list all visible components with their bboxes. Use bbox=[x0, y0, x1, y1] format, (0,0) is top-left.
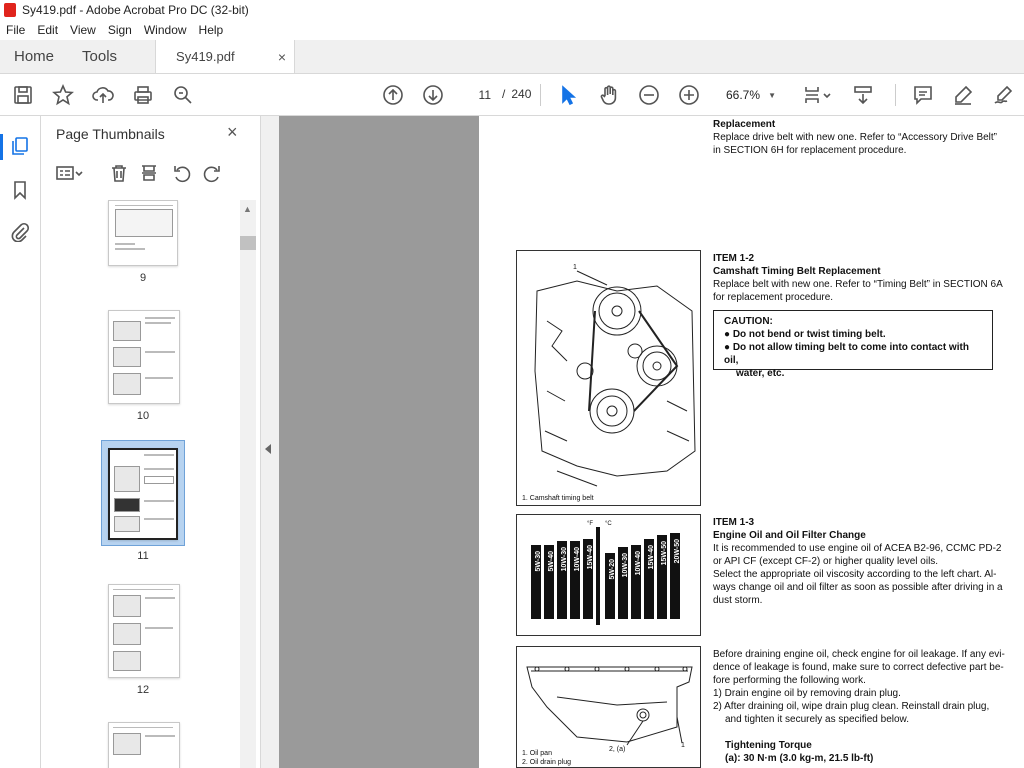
caution-box bbox=[713, 310, 993, 379]
oil-grade-label: 10W-30 bbox=[561, 547, 568, 572]
toolbar-divider bbox=[895, 84, 896, 106]
torque-value: (a): 30 N·m (3.0 kg-m, 21.5 lb-ft) bbox=[725, 753, 874, 764]
save-icon[interactable] bbox=[10, 82, 36, 108]
zoom-level-value: 66.7% bbox=[726, 88, 761, 102]
drain-l1: Before draining engine oil, check engine for oil leakage. If any evi- bbox=[713, 649, 1005, 660]
replacement-text-1: Replace drive belt with new one. Refer to “Accessory Drive Belt” bbox=[713, 132, 998, 143]
caution-title: CAUTION: bbox=[724, 316, 773, 327]
thumbnail-page-12[interactable] bbox=[108, 584, 180, 678]
drain-step-2: 2) After draining oil, wipe drain plug clean. Reinstall drain plug, bbox=[713, 701, 990, 712]
tab-close-icon[interactable]: × bbox=[277, 48, 287, 65]
zoom-out-icon[interactable] bbox=[636, 82, 662, 108]
panel-close-icon[interactable]: × bbox=[227, 122, 238, 142]
oil-grade-label: 15W-40 bbox=[648, 545, 655, 570]
thumbnail-label-12: 12 bbox=[136, 684, 150, 696]
print-icon[interactable] bbox=[130, 82, 156, 108]
replacement-heading: Replacement bbox=[713, 119, 776, 130]
thumbnail-label-9: 9 bbox=[139, 272, 147, 284]
oil-grade-label: 5W-40 bbox=[548, 551, 555, 572]
oil-grade-bar bbox=[570, 541, 580, 619]
chart-unit-f: °F bbox=[587, 521, 594, 527]
item-1-2-number: ITEM 1-2 bbox=[713, 253, 755, 264]
caution-item-2: ● Do not allow timing belt to come into contact with oil, bbox=[724, 342, 969, 366]
collapse-panel-icon[interactable] bbox=[265, 444, 271, 454]
thumbnail-page-9[interactable] bbox=[108, 200, 178, 266]
drain-step-2-cont: and tighten it securely as specified below. bbox=[725, 714, 909, 725]
left-navigation-rail bbox=[0, 116, 41, 768]
chart-unit-c: °C bbox=[605, 521, 612, 527]
item-1-2-line2: for replacement procedure. bbox=[713, 292, 834, 303]
oil-grade-label: 10W-40 bbox=[635, 551, 642, 576]
scrolling-mode-icon[interactable] bbox=[850, 82, 876, 108]
scrollbar-thumb[interactable] bbox=[240, 236, 256, 250]
sign-icon[interactable] bbox=[990, 82, 1016, 108]
oil-grade-label: 10W-40 bbox=[574, 547, 581, 572]
item-1-2-title: Camshaft Timing Belt Replacement bbox=[713, 266, 881, 277]
oil-grade-bar bbox=[631, 545, 641, 619]
menu-bar bbox=[0, 20, 1024, 40]
thumbnail-page-10[interactable] bbox=[108, 310, 180, 404]
menu-file[interactable]: File bbox=[6, 23, 26, 37]
menu-view[interactable]: View bbox=[70, 23, 96, 37]
oil-grade-bar bbox=[531, 545, 541, 619]
tab-document-label: Sy419.pdf bbox=[176, 49, 235, 64]
menu-window[interactable]: Window bbox=[143, 23, 187, 37]
caption-drain-plug: 2. Oil drain plug bbox=[522, 759, 572, 766]
oil-grade-bar bbox=[644, 539, 654, 619]
thumbnail-label-10: 10 bbox=[136, 410, 150, 422]
acrobat-logo-icon bbox=[4, 3, 16, 17]
oil-grade-bar bbox=[605, 553, 615, 619]
item-1-3-l5: dust storm. bbox=[713, 595, 763, 606]
zoom-level-dropdown[interactable] bbox=[716, 84, 780, 106]
thumbnail-scrollbar[interactable] bbox=[240, 200, 256, 768]
thumbnail-page-11[interactable] bbox=[108, 448, 178, 540]
tab-document[interactable] bbox=[155, 40, 295, 73]
drain-l2: dence of leakage is found, make sure to correct defective part be- bbox=[713, 662, 1004, 673]
star-bookmark-icon[interactable] bbox=[50, 82, 76, 108]
document-viewer[interactable] bbox=[279, 116, 1024, 768]
tab-home[interactable]: Home bbox=[14, 48, 55, 65]
panel-title: Page Thumbnails bbox=[56, 126, 165, 142]
item-1-2-line1: Replace belt with new one. Refer to “Timing Belt” in SECTION 6A bbox=[713, 279, 1003, 290]
previous-page-icon[interactable] bbox=[380, 82, 406, 108]
oil-pan-figure bbox=[516, 646, 701, 768]
oil-grade-label: 15W-50 bbox=[661, 541, 668, 566]
item-1-3-number: ITEM 1-3 bbox=[713, 517, 755, 528]
extract-page-icon[interactable] bbox=[138, 162, 160, 184]
thermometer-scale bbox=[596, 527, 600, 625]
thumbnail-page-13[interactable] bbox=[108, 722, 180, 768]
main-toolbar bbox=[0, 74, 1024, 116]
item-1-3-l1: It is recommended to use engine oil of ACEA B2-96, CCMC PD-2 bbox=[713, 543, 1002, 554]
page-total: 240 bbox=[511, 87, 532, 101]
item-1-3-l4: ways change oil and oil filter as soon as possible after driving in a bbox=[713, 582, 1003, 593]
oil-grade-bar bbox=[670, 533, 680, 619]
oil-grade-label: 5W-20 bbox=[609, 559, 616, 580]
bookmarks-icon[interactable] bbox=[8, 178, 32, 202]
oil-grade-label: 20W-50 bbox=[674, 539, 681, 564]
page-number-input[interactable]: 11 bbox=[478, 88, 491, 102]
cloud-upload-icon[interactable] bbox=[90, 82, 116, 108]
menu-sign[interactable]: Sign bbox=[107, 23, 132, 37]
delete-page-icon[interactable] bbox=[108, 162, 130, 184]
comment-icon[interactable] bbox=[910, 82, 936, 108]
replacement-text-2: in SECTION 6H for replacement procedure. bbox=[713, 145, 907, 156]
thumbnail-options-icon[interactable] bbox=[53, 162, 87, 184]
next-page-icon[interactable] bbox=[420, 82, 446, 108]
oil-grade-label: 5W-30 bbox=[535, 551, 542, 572]
panel-collapse-strip[interactable] bbox=[261, 116, 279, 768]
title-bar bbox=[0, 0, 1024, 20]
window-title: Sy419.pdf - Adobe Acrobat Pro DC (32-bit) bbox=[22, 3, 249, 17]
oil-grade-label: 10W-30 bbox=[622, 553, 629, 578]
torque-title: Tightening Torque bbox=[725, 740, 812, 751]
oil-grade-label: 15W-40 bbox=[587, 545, 594, 570]
select-cursor-icon[interactable] bbox=[555, 82, 581, 108]
oil-grade-bar bbox=[557, 541, 567, 619]
item-1-3-l3: Select the appropriate oil viscosity according to the left chart. Al- bbox=[713, 569, 997, 580]
thumbnail-list[interactable] bbox=[41, 200, 241, 768]
zoom-in-icon[interactable] bbox=[676, 82, 702, 108]
oil-grade-bar bbox=[544, 545, 554, 619]
attachments-icon[interactable] bbox=[8, 220, 32, 244]
page-separator: / bbox=[502, 87, 506, 101]
caution-item-1: ● Do not bend or twist timing belt. bbox=[724, 329, 886, 340]
oil-viscosity-chart bbox=[516, 514, 701, 636]
oil-grade-bar bbox=[618, 547, 628, 619]
oil-grade-bar bbox=[657, 535, 667, 619]
timing-belt-figure bbox=[516, 250, 701, 506]
rotate-right-icon[interactable] bbox=[201, 162, 223, 184]
menu-help[interactable]: Help bbox=[198, 23, 224, 37]
hand-tool-icon[interactable] bbox=[596, 82, 622, 108]
menu-edit[interactable]: Edit bbox=[37, 23, 59, 37]
thumbnail-tools bbox=[53, 162, 253, 186]
tab-tools[interactable]: Tools bbox=[82, 48, 118, 65]
callout-oil-pan: 1 bbox=[681, 742, 685, 749]
highlight-pen-icon[interactable] bbox=[950, 82, 976, 108]
oil-grade-bar bbox=[583, 539, 593, 619]
tab-bar bbox=[0, 40, 1024, 74]
caption-oil-pan: 1. Oil pan bbox=[522, 750, 552, 757]
page-thumbnails-panel bbox=[41, 116, 261, 768]
page-display-icon[interactable] bbox=[800, 82, 834, 108]
thumbnail-label-11: 11 bbox=[137, 550, 149, 562]
item-1-3-l2: or API CF (except CF-2) or higher quality level oils. bbox=[713, 556, 939, 567]
drain-step-1: 1) Drain engine oil by removing drain plug. bbox=[713, 688, 901, 699]
find-zoom-icon[interactable] bbox=[170, 82, 196, 108]
chevron-down-icon: ▼ bbox=[768, 90, 776, 100]
rotate-left-icon[interactable] bbox=[171, 162, 193, 184]
rail-active-indicator bbox=[0, 134, 3, 160]
callout-drain-plug: 2, (a) bbox=[609, 746, 626, 753]
engine-drawing bbox=[517, 251, 701, 506]
page-navigation bbox=[462, 84, 531, 104]
caution-item-2-cont: water, etc. bbox=[736, 368, 785, 379]
scroll-up-icon[interactable]: ▲ bbox=[243, 204, 252, 214]
page-thumbnails-icon[interactable] bbox=[8, 134, 32, 158]
item-1-3-title: Engine Oil and Oil Filter Change bbox=[713, 530, 866, 541]
drain-l3: fore performing the following work. bbox=[713, 675, 866, 686]
figure-caption: 1. Camshaft timing belt bbox=[522, 495, 594, 502]
pdf-page bbox=[479, 116, 1024, 768]
toolbar-divider bbox=[540, 84, 541, 106]
figure-callout: 1 bbox=[573, 264, 577, 271]
